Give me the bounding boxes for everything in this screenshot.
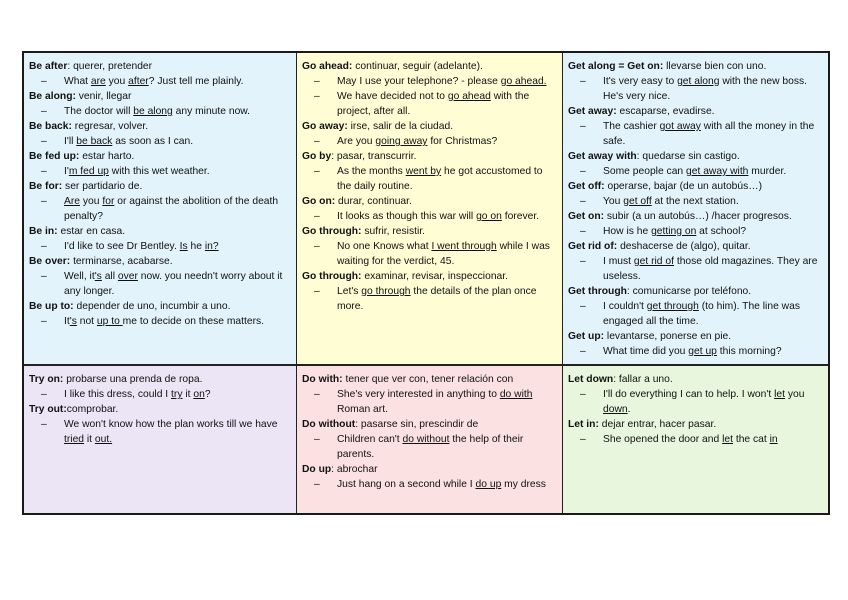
example-text: or against the abolition of the death penalty? [64, 196, 279, 222]
example-text: Are you [337, 136, 376, 147]
highlighted-phrasal-verb: get along [677, 76, 720, 87]
phrasal-verb-term: Do with: [302, 374, 343, 385]
entry-definition [568, 149, 823, 164]
entry-definition [568, 329, 823, 344]
example-text: at the next station. [651, 196, 739, 207]
term-separator: : [626, 286, 630, 297]
entry-definition [568, 372, 823, 387]
phrasal-verb-term: Go through: [302, 226, 362, 237]
example-sentence [568, 119, 823, 149]
phrasal-verb-term: Go ahead: [302, 61, 353, 72]
example-text: It looks as though this war will [337, 211, 477, 222]
cell-be-verbs [24, 53, 297, 366]
phrasal-verb-term: Get through [568, 286, 627, 297]
example-text: May I use your telephone? - please [337, 76, 501, 87]
example-text: It's very easy to [603, 76, 678, 87]
entry-definition [29, 149, 291, 164]
example-text: while I was waiting for the verdict, 45. [337, 241, 550, 267]
spanish-meaning: llevarse bien con uno. [663, 61, 767, 72]
example-sentence [29, 239, 291, 254]
phrasal-verb-term: Do without [302, 419, 356, 430]
highlighted-phrasal-verb: go on [476, 211, 502, 222]
spanish-meaning: venir, llegar [75, 91, 132, 102]
example-sentence [302, 387, 557, 417]
highlighted-phrasal-verb: after [128, 76, 149, 87]
example-sentence [29, 269, 291, 299]
phrasal-verb-term: Be for: [29, 181, 63, 192]
example-sentence [29, 194, 291, 224]
phrasal-verb-term: Go on: [302, 196, 336, 207]
example-text: the cat [732, 434, 770, 445]
term-separator: : [331, 151, 335, 162]
spanish-meaning: regresar, volver. [71, 121, 149, 132]
example-text: We have decided not to [337, 91, 448, 102]
term-separator: : [636, 151, 640, 162]
highlighted-phrasal-verb: get off [623, 196, 652, 207]
example-sentence [568, 74, 823, 104]
highlighted-phrasal-verb: in? [204, 241, 219, 252]
spanish-meaning: ser partidario de. [62, 181, 143, 192]
example-sentence [29, 164, 291, 179]
example-text: me to decide on these matters. [122, 316, 265, 327]
highlighted-phrasal-verb: let [722, 434, 733, 445]
example-text: I'd like to see Dr Bentley. [64, 241, 180, 252]
spanish-meaning: operarse, bajar (de un autobús…) [604, 181, 763, 192]
cell-do-verbs [297, 366, 563, 513]
entry-definition [29, 224, 291, 239]
example-text: (to him). The line was engaged all the time. [603, 301, 800, 327]
highlighted-phrasal-verb: got away [659, 121, 701, 132]
example-sentence [302, 134, 557, 149]
spanish-meaning: terminarse, acabarse. [70, 256, 173, 267]
phrasal-verb-term: Be back: [29, 121, 72, 132]
highlighted-phrasal-verb: get up [688, 346, 717, 357]
example-text: Just hang on a second while I [337, 479, 476, 490]
example-sentence [302, 239, 557, 269]
highlighted-phrasal-verb: I went through [431, 241, 497, 252]
phrasal-verb-term: Get along = Get on: [568, 61, 664, 72]
cell-get-verbs [563, 53, 828, 366]
spanish-meaning: abrochar [334, 464, 378, 475]
phrasal-verb-term: Try out: [29, 404, 67, 415]
example-sentence [568, 254, 823, 284]
example-sentence [29, 104, 291, 119]
entry-definition [29, 254, 291, 269]
highlighted-phrasal-verb: 's [69, 316, 77, 327]
example-text: I' [64, 166, 69, 177]
example-text: he got accustomed to the daily routine. [337, 166, 543, 192]
example-sentence [302, 209, 557, 224]
term-separator: : [331, 464, 335, 475]
example-sentence [29, 314, 291, 329]
example-text: not [76, 316, 97, 327]
example-text: The cashier [603, 121, 660, 132]
example-text: with the new boss. He's very nice. [603, 76, 808, 102]
example-text: She opened the door and [603, 434, 723, 445]
example-text: Well, it [64, 271, 95, 282]
example-sentence [302, 164, 557, 194]
spanish-meaning: pasarse sin, prescindir de [358, 419, 479, 430]
example-text: . [627, 404, 631, 415]
entry-definition [568, 59, 823, 74]
spanish-meaning: depender de uno, incumbir a uno. [73, 301, 231, 312]
example-sentence [302, 74, 557, 89]
example-text: The doctor will [64, 106, 134, 117]
example-sentence [302, 284, 557, 314]
example-text: it [84, 434, 95, 445]
spanish-meaning: fallar a uno. [616, 374, 673, 385]
highlighted-phrasal-verb: try [171, 389, 183, 400]
example-text: as soon as I can. [112, 136, 194, 147]
highlighted-phrasal-verb: for [102, 196, 115, 207]
term-separator: : [67, 61, 71, 72]
example-text: with all the money in the safe. [603, 121, 815, 147]
example-text: any minute now. [172, 106, 251, 117]
example-sentence [29, 74, 291, 89]
example-text: forever. [501, 211, 540, 222]
highlighted-phrasal-verb: do with [499, 389, 533, 400]
example-text: How is he [603, 226, 652, 237]
phrasal-verb-term: Let in: [568, 419, 599, 430]
example-text: I like this dress, could I [64, 389, 172, 400]
entry-definition [29, 59, 291, 74]
example-text: No one Knows what [337, 241, 432, 252]
example-text: ? Just tell me plainly. [148, 76, 244, 87]
highlighted-phrasal-verb: go ahead. [500, 76, 547, 87]
phrasal-verb-term: Be in: [29, 226, 58, 237]
example-sentence [568, 344, 823, 359]
example-text: Children can't [337, 434, 403, 445]
example-text: you [105, 76, 129, 87]
term-separator: : [613, 374, 617, 385]
example-text: he [187, 241, 205, 252]
highlighted-phrasal-verb: are [90, 76, 106, 87]
entry-definition [29, 299, 291, 314]
example-sentence [568, 164, 823, 179]
example-text: with the project, after all. [337, 91, 530, 117]
highlighted-phrasal-verb: be along [133, 106, 173, 117]
spanish-meaning: subir (a un autobús…) /hacer progresos. [604, 211, 792, 222]
highlighted-phrasal-verb: Are [64, 196, 81, 207]
example-text: I must [603, 256, 634, 267]
highlighted-phrasal-verb: let [774, 389, 785, 400]
example-sentence [302, 432, 557, 462]
spanish-meaning: tener que ver con, tener relación con [342, 374, 514, 385]
phrasal-verbs-table [22, 51, 830, 515]
entry-definition [29, 89, 291, 104]
highlighted-phrasal-verb: out. [94, 434, 113, 445]
entry-definition [568, 179, 823, 194]
highlighted-phrasal-verb: over [117, 271, 138, 282]
highlighted-phrasal-verb: do up [475, 479, 502, 490]
phrasal-verb-term: Get rid of: [568, 241, 618, 252]
highlighted-phrasal-verb: on [193, 389, 205, 400]
highlighted-phrasal-verb: down [603, 404, 628, 415]
phrasal-verb-term: Go by [302, 151, 332, 162]
example-text: for Christmas? [427, 136, 498, 147]
highlighted-phrasal-verb: go through [361, 286, 411, 297]
phrasal-verb-term: Be after [29, 61, 68, 72]
highlighted-phrasal-verb: go ahead [447, 91, 491, 102]
phrasal-verb-term: Get away with [568, 151, 637, 162]
highlighted-phrasal-verb: in [769, 434, 778, 445]
example-sentence [568, 432, 823, 447]
highlighted-phrasal-verb: be back [76, 136, 113, 147]
entry-definition [29, 179, 291, 194]
entry-definition [302, 224, 557, 239]
highlighted-phrasal-verb: Is [179, 241, 188, 252]
highlighted-phrasal-verb: tried [64, 434, 85, 445]
example-sentence [29, 387, 291, 402]
example-text: at school? [696, 226, 747, 237]
example-sentence [29, 417, 291, 447]
spanish-meaning: irse, salir de la ciudad. [347, 121, 454, 132]
example-sentence [568, 299, 823, 329]
spanish-meaning: deshacerse de (algo), quitar. [617, 241, 751, 252]
spanish-meaning: estar en casa. [57, 226, 126, 237]
example-text: We won't know how the plan works till we have [64, 419, 278, 430]
entry-definition [302, 119, 557, 134]
spanish-meaning: examinar, revisar, inspeccionar. [361, 271, 508, 282]
cell-try-verbs [24, 366, 297, 513]
entry-definition [302, 462, 557, 477]
spanish-meaning: comunicarse por teléfono. [629, 286, 752, 297]
example-text: all [101, 271, 118, 282]
highlighted-phrasal-verb: getting on [651, 226, 697, 237]
example-text: you [80, 196, 103, 207]
example-text: Some people can [603, 166, 687, 177]
spanish-meaning: quedarse sin castigo. [639, 151, 740, 162]
entry-definition [29, 119, 291, 134]
entry-definition [568, 239, 823, 254]
spanish-meaning: durar, continuar. [335, 196, 412, 207]
example-text: the details of the plan once more. [337, 286, 537, 312]
highlighted-phrasal-verb: get away with [686, 166, 749, 177]
entry-definition [568, 209, 823, 224]
highlighted-phrasal-verb: m fed up [68, 166, 109, 177]
example-sentence [302, 89, 557, 119]
spanish-meaning: continuar, seguir (adelante). [352, 61, 483, 72]
example-sentence [568, 387, 823, 417]
cell-let-verbs [563, 366, 828, 513]
spanish-meaning: escaparse, evadirse. [616, 106, 715, 117]
example-text: my dress [501, 479, 546, 490]
phrasal-verb-term: Get off: [568, 181, 605, 192]
highlighted-phrasal-verb: do without [402, 434, 450, 445]
phrasal-verb-term: Get away: [568, 106, 617, 117]
entry-definition [302, 194, 557, 209]
entry-definition [302, 149, 557, 164]
spanish-meaning: probarse una prenda de ropa. [63, 374, 203, 385]
entry-definition [568, 417, 823, 432]
example-sentence [568, 194, 823, 209]
spanish-meaning: sufrir, resistir. [361, 226, 425, 237]
entry-definition [568, 104, 823, 119]
highlighted-phrasal-verb: going away [375, 136, 428, 147]
highlighted-phrasal-verb: went by [405, 166, 442, 177]
example-sentence [29, 134, 291, 149]
example-text: it [182, 389, 194, 400]
example-text: Let's [337, 286, 362, 297]
phrasal-verb-term: Go away: [302, 121, 348, 132]
spanish-meaning: levantarse, ponerse en pie. [604, 331, 732, 342]
highlighted-phrasal-verb: get through [646, 301, 699, 312]
entry-definition [302, 59, 557, 74]
phrasal-verb-term: Go through: [302, 271, 362, 282]
example-text: Roman art. [337, 404, 388, 415]
example-text: What [64, 76, 91, 87]
example-text: What time did you [603, 346, 689, 357]
example-text: now. you needn't worry about it any longer. [64, 271, 283, 297]
example-text: with this wet weather. [108, 166, 210, 177]
term-separator: : [355, 419, 359, 430]
phrasal-verb-term: Try on: [29, 374, 64, 385]
example-text: As the months [337, 166, 406, 177]
example-text: you [784, 389, 805, 400]
example-text: You [603, 196, 624, 207]
entry-definition [29, 372, 291, 387]
example-sentence [302, 477, 557, 492]
phrasal-verb-term: Be up to: [29, 301, 74, 312]
phrasal-verb-term: Get up: [568, 331, 605, 342]
phrasal-verb-term: Be along: [29, 91, 76, 102]
example-text: murder. [748, 166, 787, 177]
example-text: those old magazines. They are useless. [603, 256, 818, 282]
phrasal-verb-term: Let down [568, 374, 614, 385]
example-text: this morning? [716, 346, 782, 357]
example-text: It [64, 316, 70, 327]
entry-definition [302, 417, 557, 432]
example-text: I'll [64, 136, 77, 147]
spanish-meaning: querer, pretender [70, 61, 153, 72]
entry-definition [302, 372, 557, 387]
highlighted-phrasal-verb: up to [96, 316, 123, 327]
phrasal-verb-term: Get on: [568, 211, 605, 222]
spanish-meaning: comprobar. [66, 404, 119, 415]
example-text: ? [204, 389, 211, 400]
example-text: I'll do everything I can to help. I won't [603, 389, 775, 400]
phrasal-verb-term: Be over: [29, 256, 71, 267]
entry-definition [568, 284, 823, 299]
highlighted-phrasal-verb: 's [94, 271, 102, 282]
phrasal-verb-term: Do up [302, 464, 332, 475]
example-text: the help of their parents. [337, 434, 524, 460]
spanish-meaning: dejar entrar, hacer pasar. [598, 419, 717, 430]
highlighted-phrasal-verb: get rid of [633, 256, 674, 267]
example-text: I couldn't [603, 301, 647, 312]
entry-definition [29, 402, 291, 417]
spanish-meaning: estar harto. [79, 151, 135, 162]
phrasal-verb-term: Be fed up: [29, 151, 80, 162]
cell-go-verbs [297, 53, 563, 366]
spanish-meaning: pasar, transcurrir. [334, 151, 417, 162]
example-sentence [568, 224, 823, 239]
entry-definition [302, 269, 557, 284]
example-text: She's very interested in anything to [337, 389, 500, 400]
